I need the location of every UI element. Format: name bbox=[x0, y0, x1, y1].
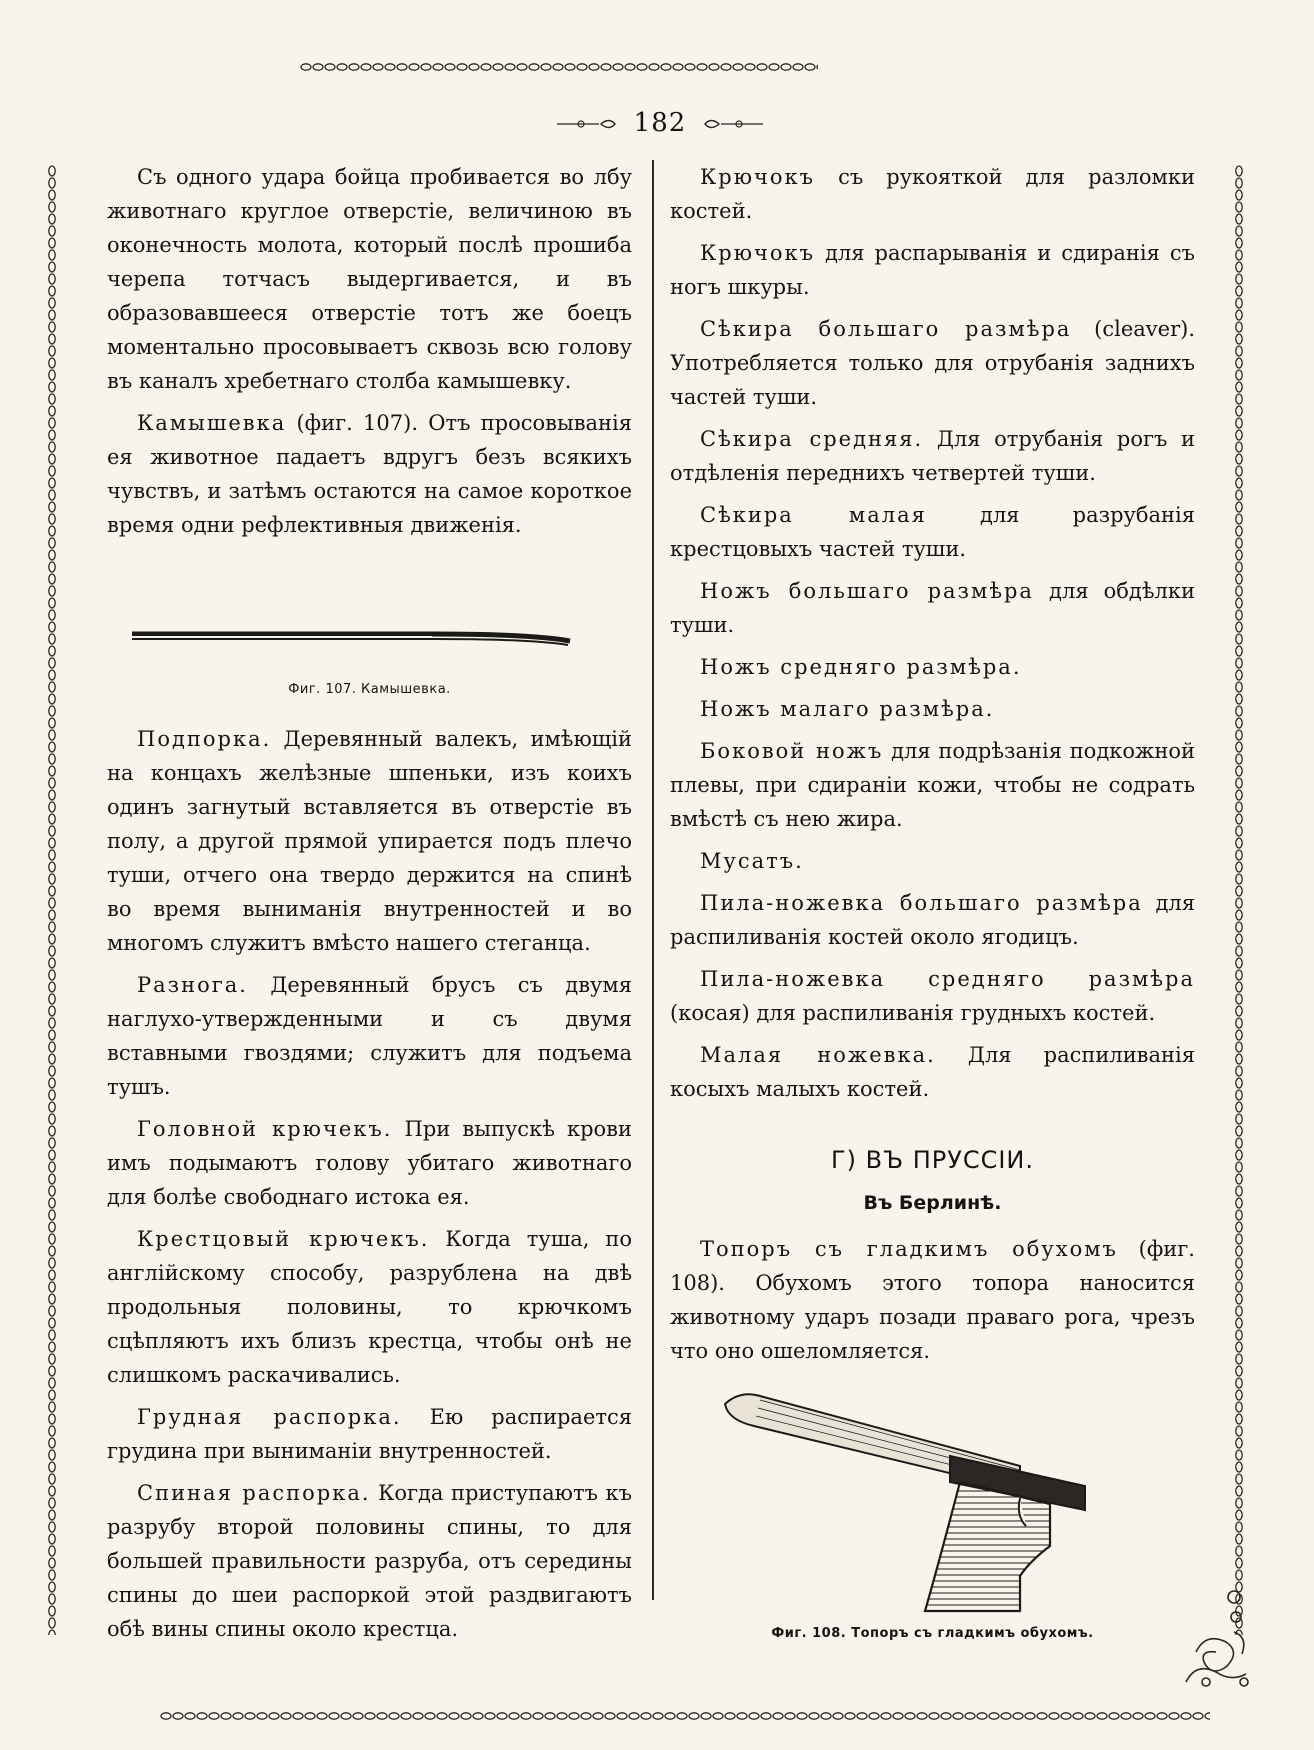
right-border-ornament bbox=[1233, 165, 1245, 1635]
term-kamyshevka: Камышевка bbox=[137, 411, 287, 435]
item-pila-srednyaya: Пила-ножевка средняго размѣра (косая) для распиливанія грудныхъ костей. bbox=[670, 967, 1195, 1025]
term-golovnoy-kryuchek: Головной крючекъ. bbox=[137, 1117, 393, 1141]
subsection-heading: Въ Берлинѣ. bbox=[863, 1192, 1002, 1214]
paragraph-golovnoy-kryuchek: Головной крючекъ. При выпускѣ крови имъ подымаютъ голову убитаго животнаго для болѣе свободнаго истока ея. bbox=[107, 1117, 632, 1209]
top-ornament-rule bbox=[300, 60, 818, 74]
paragraph-1: Съ одного удара бойца пробивается во лбу животнаго круглое отверстіе, величиною въ оконечность молота, который послѣ прошиба черепа тотчасъ выдергивается, и въ образовавшееся отверстіе тотъ же боецъ моментально просовываетъ сквозь всю голову въ каналъ хребетнаго столба камышевку. bbox=[107, 165, 632, 393]
item-sekira-malaya: Сѣкира малая для разрубанія крестцовыхъ частей туши. bbox=[670, 503, 1195, 561]
item-musat: Мусатъ. bbox=[700, 849, 804, 873]
figure-108-caption: Фиг. 108. Топоръ съ гладкимъ обухомъ. bbox=[771, 1626, 1094, 1641]
corner-flourish-icon bbox=[1176, 1582, 1256, 1692]
axe-illustration bbox=[720, 1386, 1140, 1616]
item-kryuchok-razlomka: Крючокъ съ рукояткой для разломки костей. bbox=[670, 165, 1195, 223]
figure-107-caption: Фиг. 107. Камышевка. bbox=[288, 682, 451, 697]
left-border-ornament bbox=[46, 165, 58, 1635]
paragraph-krestsovy-kryuchek: Крестцовый крючекъ. Когда туша, по англійскому способу, разрублена на двѣ продольныя половины, то крючкомъ сцѣпляютъ ихъ близъ крестца, чтобы онѣ не слишкомъ раскачивались. bbox=[107, 1227, 632, 1387]
column-divider bbox=[652, 160, 654, 1600]
term-podporka: Подпорка. bbox=[137, 727, 272, 751]
figure-108 bbox=[670, 1386, 1195, 1646]
kamyshevka-rod-illustration bbox=[132, 627, 572, 649]
item-nozh-maly: Ножъ малаго размѣра. bbox=[700, 697, 995, 721]
paragraph-raznoga: Разнога. Деревянный брусъ съ двумя наглухо-утвержденными и съ двумя вставными гвоздями; служитъ для подъема тушъ. bbox=[107, 973, 632, 1099]
section-heading: Г) ВЪ ПРУССІИ. bbox=[830, 1146, 1035, 1174]
figure-107 bbox=[107, 592, 632, 722]
page-number: 182 bbox=[633, 108, 687, 138]
term-spinaya-rasporka: Спиная распорка. bbox=[137, 1481, 371, 1505]
item-topor: Топоръ съ гладкимъ обухомъ (фиг. 108). Обухомъ этого топора наносится животному ударъ позади праваго рога, чрезъ что оно ошеломляется. bbox=[670, 1237, 1195, 1363]
item-nozh-sredniy: Ножъ средняго размѣра. bbox=[700, 655, 1022, 679]
item-sekira-srednyaya: Сѣкира средняя. Для отрубанія рогъ и отдѣленія переднихъ четвертей туши. bbox=[670, 427, 1195, 485]
term-krestsovy-kryuchek: Крестцовый крючекъ. bbox=[137, 1227, 430, 1251]
item-bokovoy-nozh: Боковой ножъ для подрѣзанія подкожной плевы, при сдираніи кожи, чтобы не содрать вмѣстѣ съ нею жира. bbox=[670, 739, 1195, 831]
paragraph-kamyshevka: Камышевка (фиг. 107). Отъ просовыванія ея животное падаетъ вдругъ безъ всякихъ чувствъ, и затѣмъ остаются на самое короткое время одни рефлективныя движенія. bbox=[107, 411, 632, 537]
item-nozh-bolshoy: Ножъ большаго размѣра для обдѣлки туши. bbox=[670, 579, 1195, 637]
item-kryuchok-sdiranie: Крючокъ для распарыванія и сдиранія съ ногъ шкуры. bbox=[670, 241, 1195, 299]
term-raznoga: Разнога. bbox=[137, 973, 248, 997]
item-pila-bolshaya: Пила-ножевка большаго размѣра для распиливанія костей около ягодицъ. bbox=[670, 891, 1195, 949]
right-column bbox=[670, 160, 1195, 1646]
page-number-flourish-left-icon bbox=[557, 116, 617, 132]
page-number-header bbox=[540, 108, 780, 138]
item-malaya-nozhevka: Малая ножевка. Для распиливанія косыхъ малыхъ костей. bbox=[670, 1043, 1195, 1101]
bottom-ornament-rule bbox=[160, 1709, 1210, 1723]
item-sekira-bolshaya: Сѣкира большаго размѣра (cleaver). Употребляется только для отрубанія заднихъ частей туши. bbox=[670, 317, 1195, 409]
paragraph-grudnaya-rasporka: Грудная распорка. Ею распирается грудина при выниманіи внутренностей. bbox=[107, 1405, 633, 1463]
paragraph-spinaya-rasporka: Спиная распорка. Когда приступаютъ къ разрубу второй половины спины, то для большей правильности разруба, отъ середины спины до шеи распоркой этой раздвигаютъ обѣ вины спины около крестца. bbox=[107, 1481, 632, 1641]
term-grudnaya-rasporka: Грудная распорка. bbox=[137, 1405, 402, 1429]
page-number-flourish-right-icon bbox=[703, 116, 763, 132]
left-column bbox=[107, 160, 632, 1654]
paragraph-podporka: Подпорка. Деревянный валекъ, имѣющій на концахъ желѣзные шпеньки, изъ коихъ одинъ загнутый вставляется въ отверстіе въ полу, а другой прямой упирается подъ плечо туши, отчего она твердо держится на спинѣ во время выниманія внутренностей и во многомъ служитъ вмѣсто нашего стеганца. bbox=[107, 727, 632, 955]
